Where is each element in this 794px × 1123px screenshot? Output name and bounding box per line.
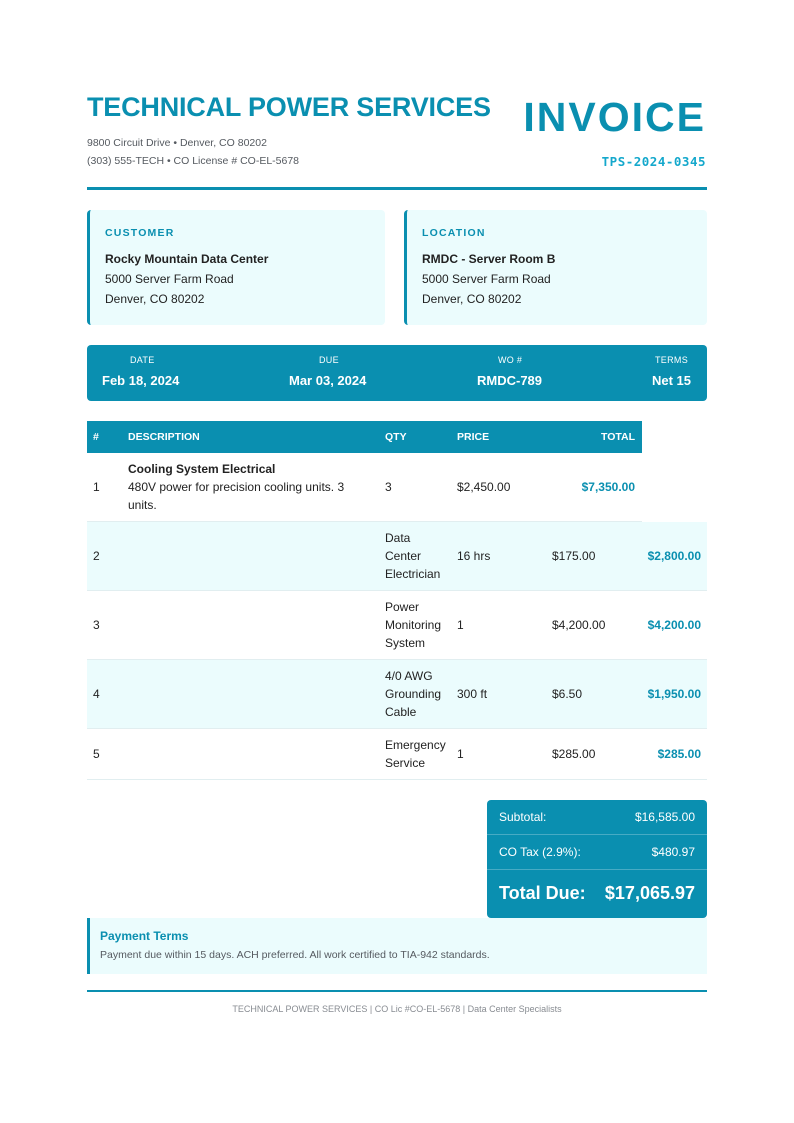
header-divider <box>87 187 707 190</box>
invoice-number: TPS-2024-0345 <box>601 154 706 169</box>
total-due-label: Total Due: <box>499 883 586 903</box>
row-total: $7,350.00 <box>581 480 635 494</box>
location-address-line1: 5000 Server Farm Road <box>422 272 551 286</box>
invoice-title: INVOICE <box>523 94 706 140</box>
date-label: DATE <box>130 355 155 365</box>
table-row <box>87 522 707 590</box>
row-title: Cooling System Electrical <box>128 462 276 476</box>
customer-box <box>87 210 385 325</box>
row-number: 1 <box>93 480 100 494</box>
location-label: LOCATION <box>422 227 486 239</box>
row-price: $285.00 <box>552 747 596 761</box>
info-due <box>289 345 399 401</box>
row-number: 4 <box>93 687 100 701</box>
due-label: DUE <box>319 355 339 365</box>
company-address: 9800 Circuit Drive • Denver, CO 80202 <box>87 137 267 149</box>
footer-text: TECHNICAL POWER SERVICES | CO Lic #CO-EL-5678 | Data Center Specialists <box>232 1004 562 1014</box>
wo-label: WO # <box>498 355 523 365</box>
subtotal-label: Subtotal: <box>499 810 547 824</box>
totals-divider <box>487 834 707 835</box>
payment-terms-text: Payment due within 15 days. ACH preferred. All work certified to TIA-942 standards. <box>100 949 490 961</box>
row-detail: 480V power for precision cooling units. 3 units. <box>128 480 345 512</box>
info-work-order <box>477 345 587 401</box>
col-header-qty: QTY <box>385 431 407 443</box>
subtotal-value: $16,585.00 <box>634 810 695 824</box>
wo-value: RMDC-789 <box>477 373 543 388</box>
terms-value: Net 15 <box>652 373 692 388</box>
row-number: 5 <box>93 747 100 761</box>
info-date <box>102 345 212 401</box>
row-description: 4/0 AWG Grounding Cable <box>385 669 442 719</box>
table-row <box>87 729 707 779</box>
company-contact: (303) 555-TECH • CO License # CO-EL-5678 <box>87 155 300 167</box>
row-number: 2 <box>93 549 100 563</box>
col-header-number: # <box>93 431 99 443</box>
row-total: $285.00 <box>657 747 701 761</box>
terms-label: TERMS <box>655 355 688 365</box>
row-price: $4,200.00 <box>552 618 606 632</box>
info-terms <box>652 345 702 401</box>
row-description: Emergency Service <box>385 738 446 770</box>
company-name: TECHNICAL POWER SERVICES <box>87 92 491 122</box>
row-price: $2,450.00 <box>457 480 511 494</box>
row-qty: 300 ft <box>457 687 488 701</box>
row-qty: 16 hrs <box>457 549 491 563</box>
total-due-value: $17,065.97 <box>604 883 695 903</box>
tax-value: $480.97 <box>651 845 695 859</box>
customer-address-line1: 5000 Server Farm Road <box>105 272 234 286</box>
row-total: $4,200.00 <box>647 618 701 632</box>
location-name: RMDC - Server Room B <box>422 252 556 266</box>
totals-divider <box>487 869 707 870</box>
footer-divider <box>87 990 707 992</box>
location-box <box>404 210 707 325</box>
row-qty: 3 <box>385 480 392 494</box>
row-price: $6.50 <box>552 687 583 701</box>
location-address-line2: Denver, CO 80202 <box>422 292 522 306</box>
customer-name: Rocky Mountain Data Center <box>105 252 269 266</box>
payment-terms-box <box>87 918 707 974</box>
customer-label: CUSTOMER <box>105 227 175 239</box>
col-header-price: PRICE <box>457 431 490 443</box>
row-qty: 1 <box>457 747 464 761</box>
row-description: Power Monitoring System <box>385 600 442 650</box>
table-row <box>87 660 707 728</box>
table-row <box>87 591 707 659</box>
table-header <box>87 421 642 453</box>
col-header-description: DESCRIPTION <box>128 431 200 443</box>
row-description: Data Center Electrician <box>385 531 441 581</box>
customer-address-line2: Denver, CO 80202 <box>105 292 205 306</box>
table-row <box>0 453 794 522</box>
payment-terms-title: Payment Terms <box>100 929 189 943</box>
row-number: 3 <box>93 618 100 632</box>
due-value: Mar 03, 2024 <box>289 373 367 388</box>
col-header-total: TOTAL <box>600 431 635 443</box>
invoice-info-bar <box>87 345 707 401</box>
date-value: Feb 18, 2024 <box>102 373 180 388</box>
row-price: $175.00 <box>552 549 596 563</box>
row-total: $2,800.00 <box>647 549 701 563</box>
row-divider <box>87 779 707 780</box>
tax-label: CO Tax (2.9%): <box>499 845 581 859</box>
row-qty: 1 <box>457 618 464 632</box>
totals-box <box>487 800 707 918</box>
row-total: $1,950.00 <box>647 687 701 701</box>
